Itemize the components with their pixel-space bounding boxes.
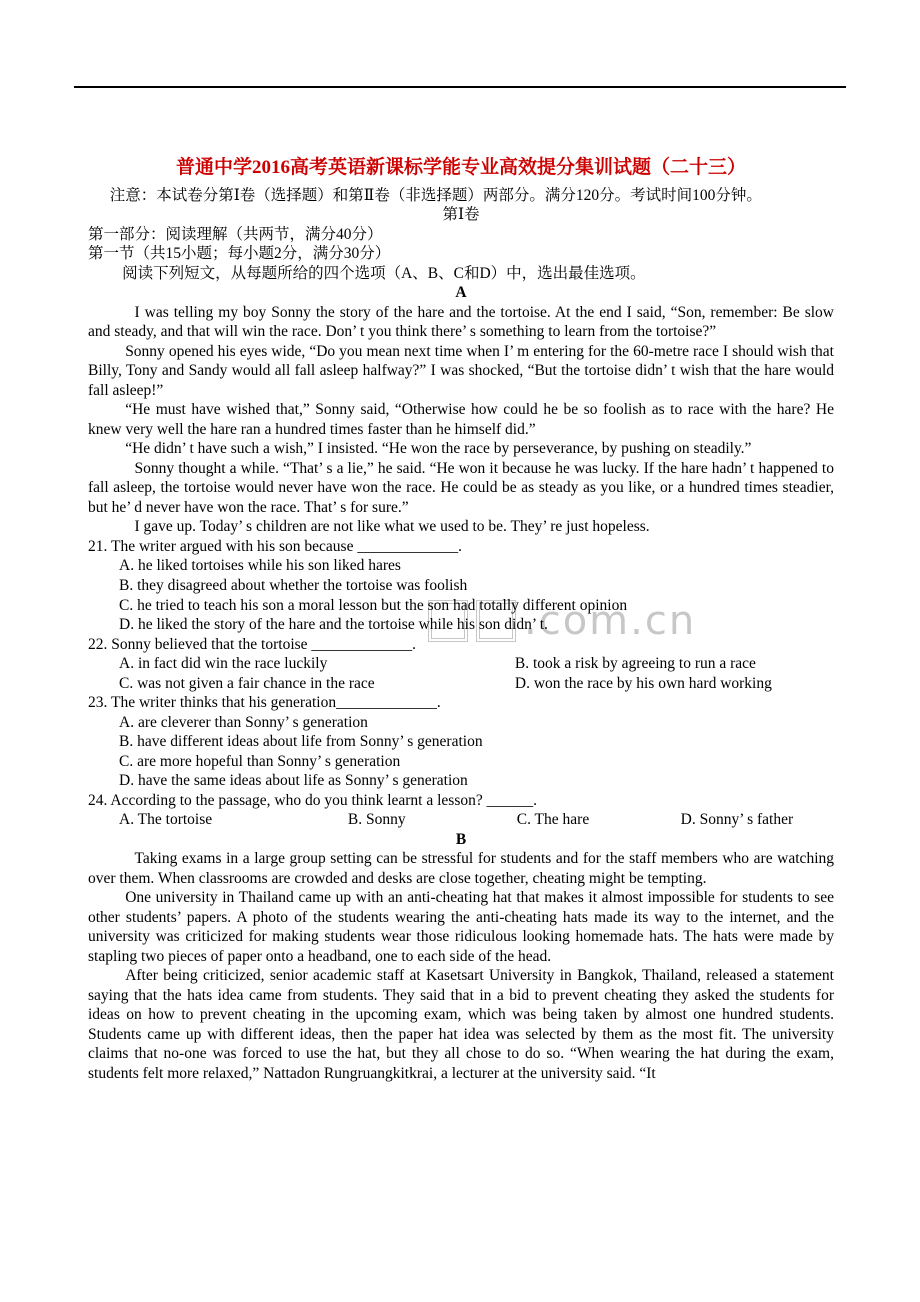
passage-a-paragraph: I was telling my boy Sonny the story of the hare and the tortoise. At the end I said, “Son, remember: Be slow and steady, and that will win the race. Don’ t you think there’ s something to learn from the tortoise?” (88, 303, 834, 341)
option: A. in fact did win the race luckily (119, 655, 328, 673)
exam-notice: 注意：本试卷分第Ⅰ卷（选择题）和第Ⅱ卷（非选择题）两部分。满分120分。考试时间100分钟。 (109, 186, 762, 204)
question-stem: 21. The writer argued with his son because _____________. (88, 537, 462, 555)
option: C. he tried to teach his son a moral lesson but the son had totally different opinion (119, 596, 628, 614)
passage-a-paragraph: I gave up. Today’ s children are not like what we used to be. They’ re just hopeless. (134, 518, 650, 536)
option: B. have different ideas about life from Sonny’ s generation (119, 733, 483, 751)
passage-b-label: B (455, 830, 467, 848)
option: B. took a risk by agreeing to run a race (514, 655, 756, 673)
passage-a-paragraph: Sonny opened his eyes wide, “Do you mean next time when I’ m entering for the 60-metre race I should wish that Billy, Tony and Sandy would all fall asleep halfway?” I was shocked, “But the tortoise didn’ t wish that the hare would fall asleep!” (88, 342, 834, 399)
passage-b-paragraph: Taking exams in a large group setting can be stressful for students and for the staff members who are watching over them. When classrooms are crowded and desks are close together, cheating might be tempting. (88, 850, 834, 887)
passage-a-paragraph: Sonny thought a while. “That’ s a lie,” he said. “He won it because he was lucky. If the hare hadn’ t happened to fall asleep, the tortoise would never have won the race. He could be as steady as you like, or a hundred times steadier, but he’ d never have won the race. That’ s for sure.” (88, 459, 834, 516)
question-24 (88, 791, 834, 830)
passage-b-paragraph: One university in Thailand came up with an anti-cheating hat that makes it almost impossible for students to see other students’ papers. A photo of the students wearing the anti-cheating hats made its way to the internet, and the university was criticized for making students wear those ridiculous looking homemade hats. The hats were made by stapling two pieces of paper onto a headband, one to each side of the head. (88, 889, 834, 965)
option: A. The tortoise (119, 811, 213, 829)
question-22 (88, 635, 834, 694)
option: D. Sonny’ s father (680, 811, 794, 829)
exam-page (88, 156, 834, 1083)
passage-a-paragraph: “He must have wished that,” Sonny said, “Otherwise how could he be so foolish as to race with the hare? He knew very well the hare ran a hundred times faster than he himself did.” (88, 401, 834, 438)
header-rule (74, 86, 846, 88)
question-23 (88, 693, 834, 791)
option: C. was not given a fair chance in the race (119, 674, 375, 692)
question-21 (88, 537, 834, 635)
option: B. they disagreed about whether the tortoise was foolish (119, 577, 468, 594)
option: C. The hare (516, 811, 590, 829)
question-stem: 22. Sonny believed that the tortoise _____________. (88, 635, 417, 653)
option: A. are cleverer than Sonny’ s generation (119, 713, 368, 731)
question-stem: 24. According to the passage, who do you think learnt a lesson? ______. (88, 791, 537, 809)
section-heading: 第一节（共15小题；每小题2分，满分30分） (88, 245, 391, 263)
option: C. are more hopeful than Sonny’ s generation (119, 752, 401, 770)
reading-instruction: 阅读下列短文，从每题所给的四个选项（A、B、C和D）中，选出最佳选项。 (122, 264, 646, 282)
question-stem: 23. The writer thinks that his generation_____________. (88, 694, 441, 712)
option-row (88, 810, 834, 830)
option: D. won the race by his own hard working (514, 674, 772, 692)
option-row (88, 674, 834, 694)
passage-b-paragraph: After being criticized, senior academic staff at Kasetsart University in Bangkok, Thailand, released a statement saying that the hats idea came from students. They said that in a bid to prevent cheating they asked the students for ideas on how to prevent cheating in the upcoming exam, which was being taken by almost one hundred students. Students came up with different ideas, then the paper hat idea was selected by them as the most fit. The university claims that no-one was forced to use the hat, but they all chose to do so. “When wearing the hat during the exam, students felt more relaxed,” Nattadon Rungruangkitkrai, a lecturer at the university said. “It (88, 967, 834, 1082)
option: B. Sonny (347, 811, 406, 829)
passage-a-label: A (455, 284, 467, 302)
volume-heading: 第Ⅰ卷 (442, 206, 480, 224)
option: D. have the same ideas about life as Sonny’ s generation (119, 772, 468, 790)
part-heading: 第一部分：阅读理解（共两节，满分40分） (88, 225, 383, 243)
passage-a-paragraph: “He didn’ t have such a wish,” I insisted. “He won the race by perseverance, by pushing on steadily.” (125, 440, 752, 458)
option: D. he liked the story of the hare and the tortoise while his son didn’ t. (119, 616, 548, 634)
option: A. he liked tortoises while his son liked hares (119, 557, 401, 575)
option-row (88, 654, 834, 674)
watermark-text: .com.cn (524, 598, 697, 644)
exam-title: 普通中学2016高考英语新课标学能专业高效提分集训试题（二十三） (175, 157, 746, 178)
